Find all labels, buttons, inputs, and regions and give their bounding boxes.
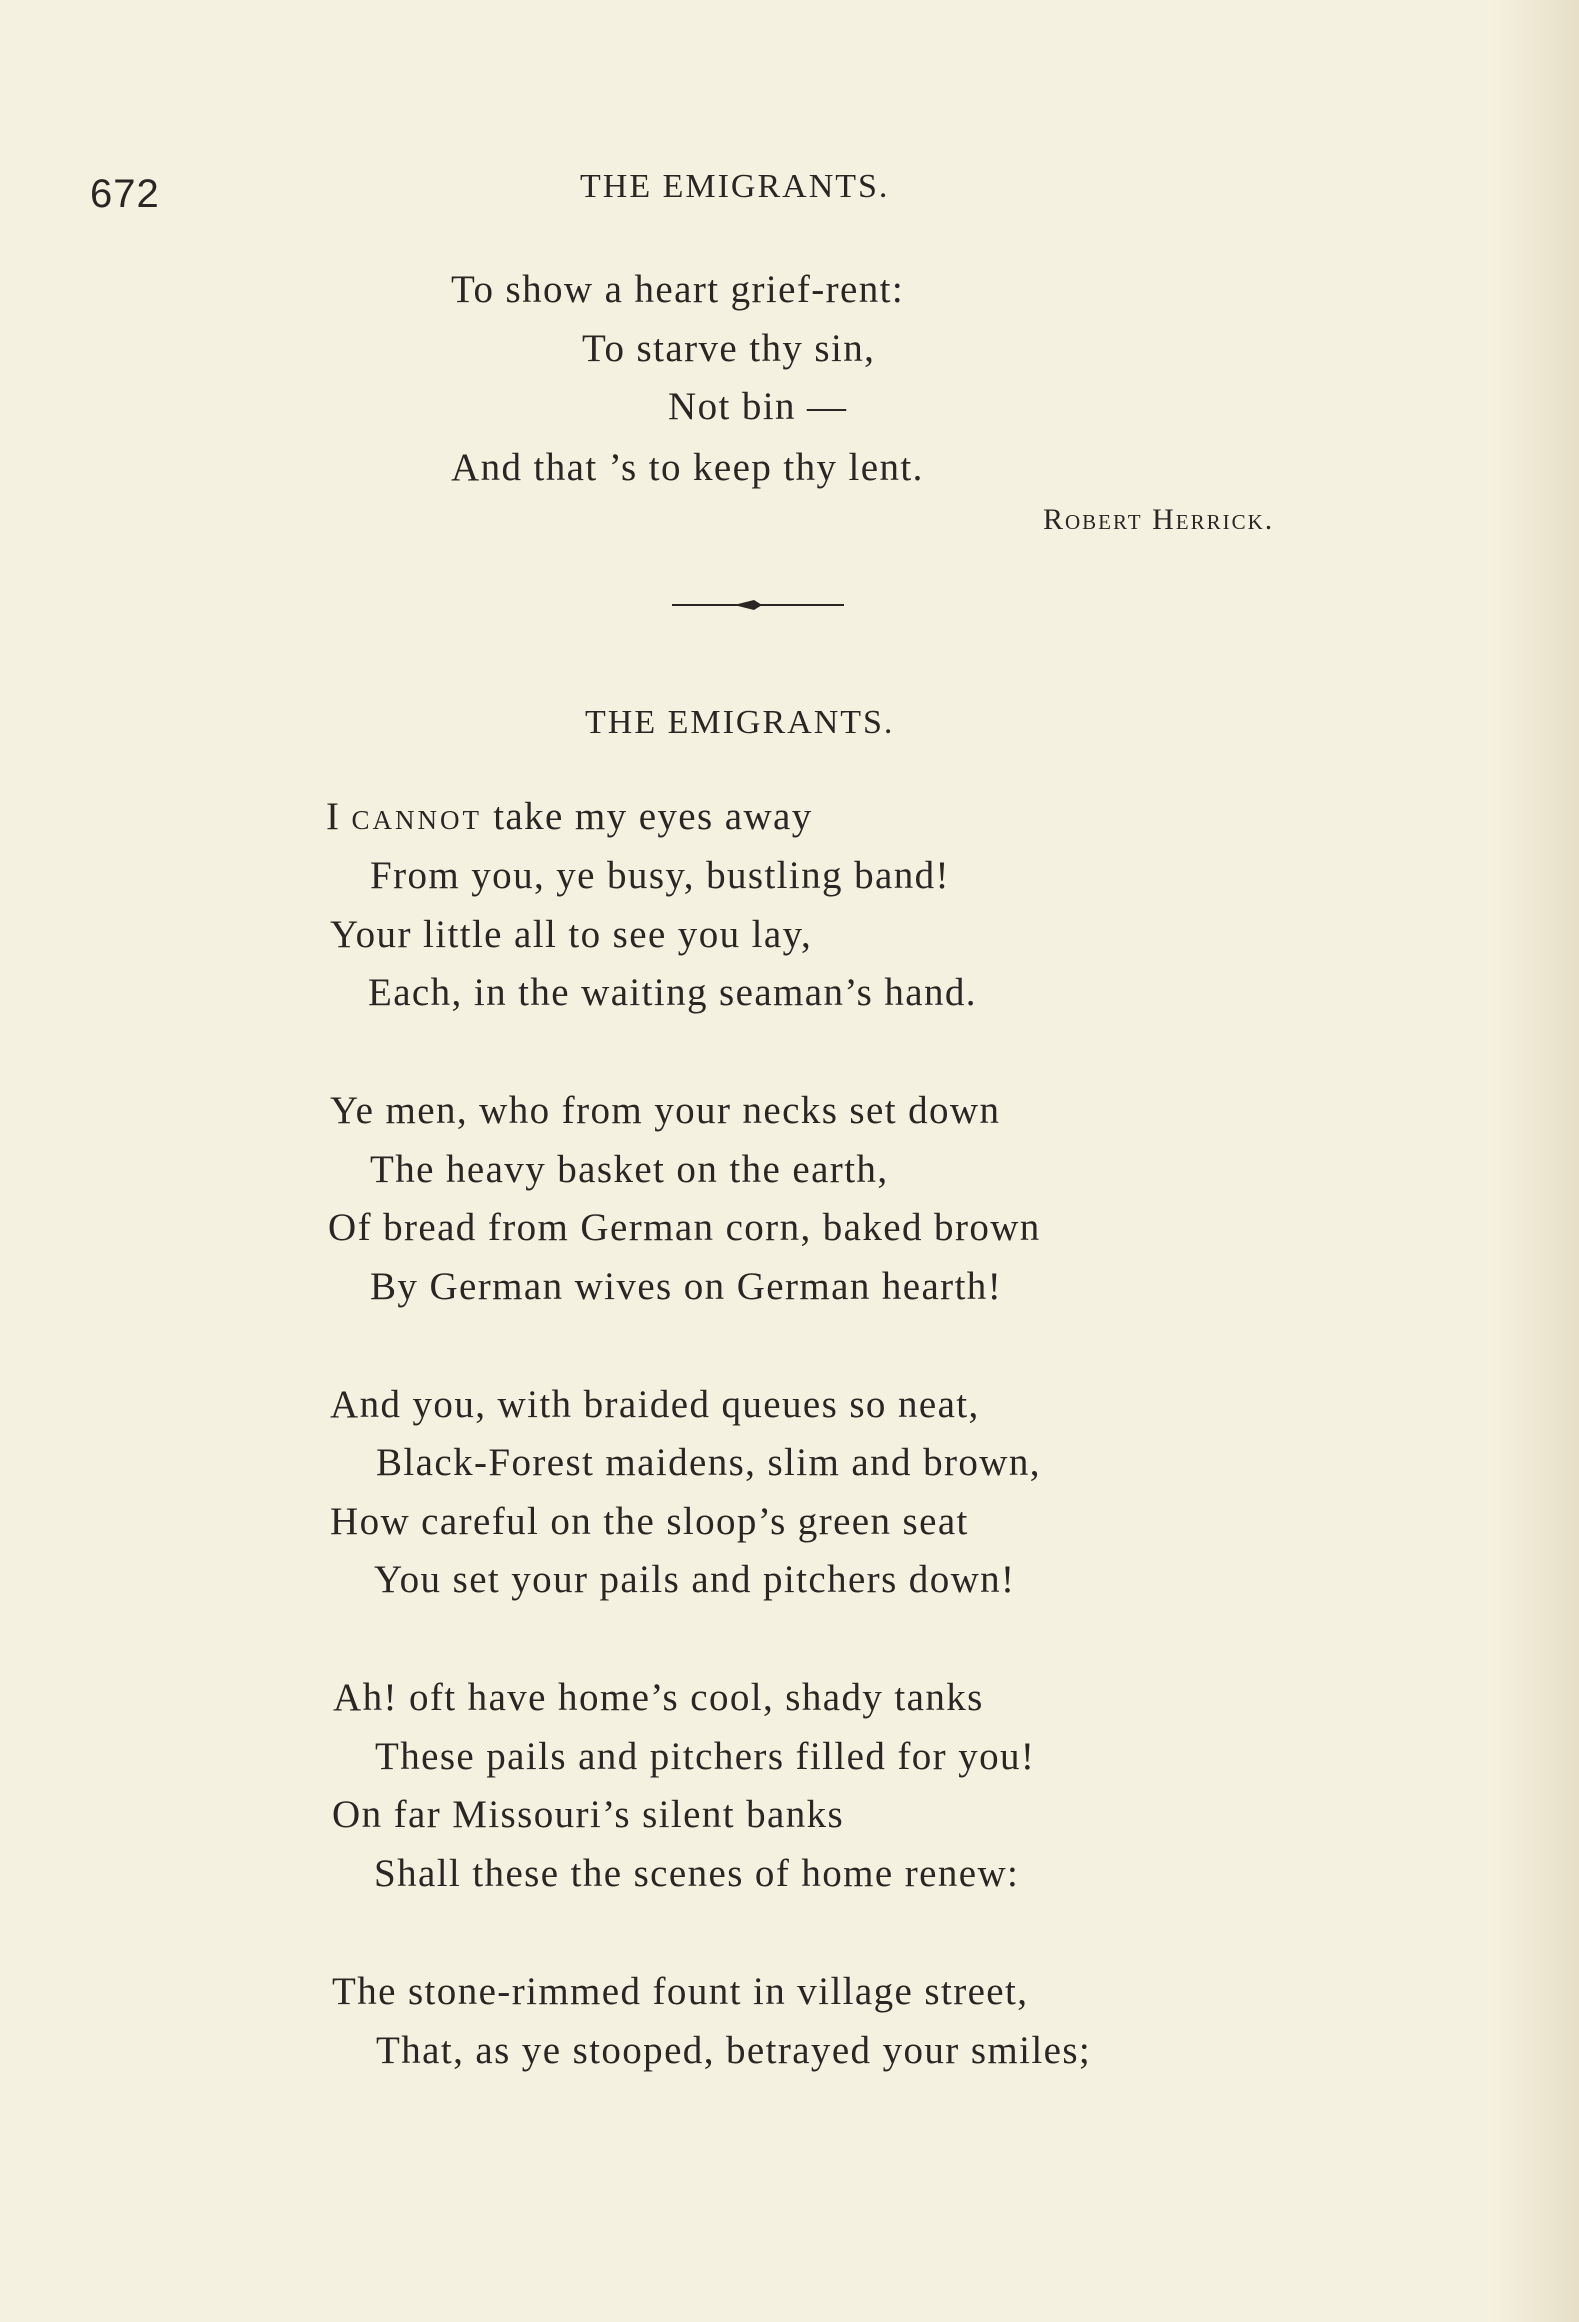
page-number: 672 bbox=[90, 172, 160, 216]
verse-line: Of bread from German corn, baked brown bbox=[328, 1206, 1041, 1249]
verse-line: Shall these the scenes of home renew: bbox=[374, 1852, 1020, 1895]
verse-line: Each, in the waiting seaman’s hand. bbox=[368, 971, 977, 1014]
verse-line: The heavy basket on the earth, bbox=[370, 1148, 889, 1191]
small-caps-opening: cannot bbox=[351, 795, 483, 838]
verse-line: That, as ye stooped, betrayed your smiles; bbox=[376, 2029, 1092, 2072]
verse-line: These pails and pitchers filled for you! bbox=[375, 1735, 1036, 1778]
page-edge-shadow bbox=[1489, 0, 1579, 2322]
poem-title: THE EMIGRANTS. bbox=[585, 704, 895, 741]
verse-line bbox=[326, 797, 813, 836]
verse-line: On far Missouri’s silent banks bbox=[332, 1793, 845, 1836]
verse-line: Ah! oft have home’s cool, shady tanks bbox=[333, 1676, 984, 1719]
verse-line: To show a heart grief-rent: bbox=[451, 268, 905, 311]
verse-line: How careful on the sloop’s green seat bbox=[330, 1500, 969, 1543]
verse-line: To starve thy sin, bbox=[582, 327, 876, 370]
verse-line: Black-Forest maidens, slim and brown, bbox=[376, 1441, 1041, 1484]
verse-line: You set your pails and pitchers down! bbox=[374, 1558, 1016, 1601]
verse-line: From you, ye busy, bustling band! bbox=[370, 854, 950, 897]
verse-line: By German wives on German hearth! bbox=[370, 1265, 1003, 1308]
author-attribution: Robert Herrick. bbox=[1043, 503, 1275, 536]
section-divider-ornament bbox=[672, 593, 844, 617]
verse-line: Your little all to see you lay, bbox=[330, 913, 813, 956]
verse-line: Ye men, who from your necks set down bbox=[330, 1089, 1001, 1132]
first-word: I bbox=[326, 795, 341, 838]
verse-line: Not bin — bbox=[668, 385, 848, 428]
first-line-rest: take my eyes away bbox=[482, 795, 813, 838]
verse-line: And that ’s to keep thy lent. bbox=[451, 446, 924, 489]
running-head: THE EMIGRANTS. bbox=[580, 168, 890, 205]
verse-line: And you, with braided queues so neat, bbox=[330, 1383, 980, 1426]
verse-line: The stone-rimmed fount in village street, bbox=[332, 1970, 1029, 2013]
